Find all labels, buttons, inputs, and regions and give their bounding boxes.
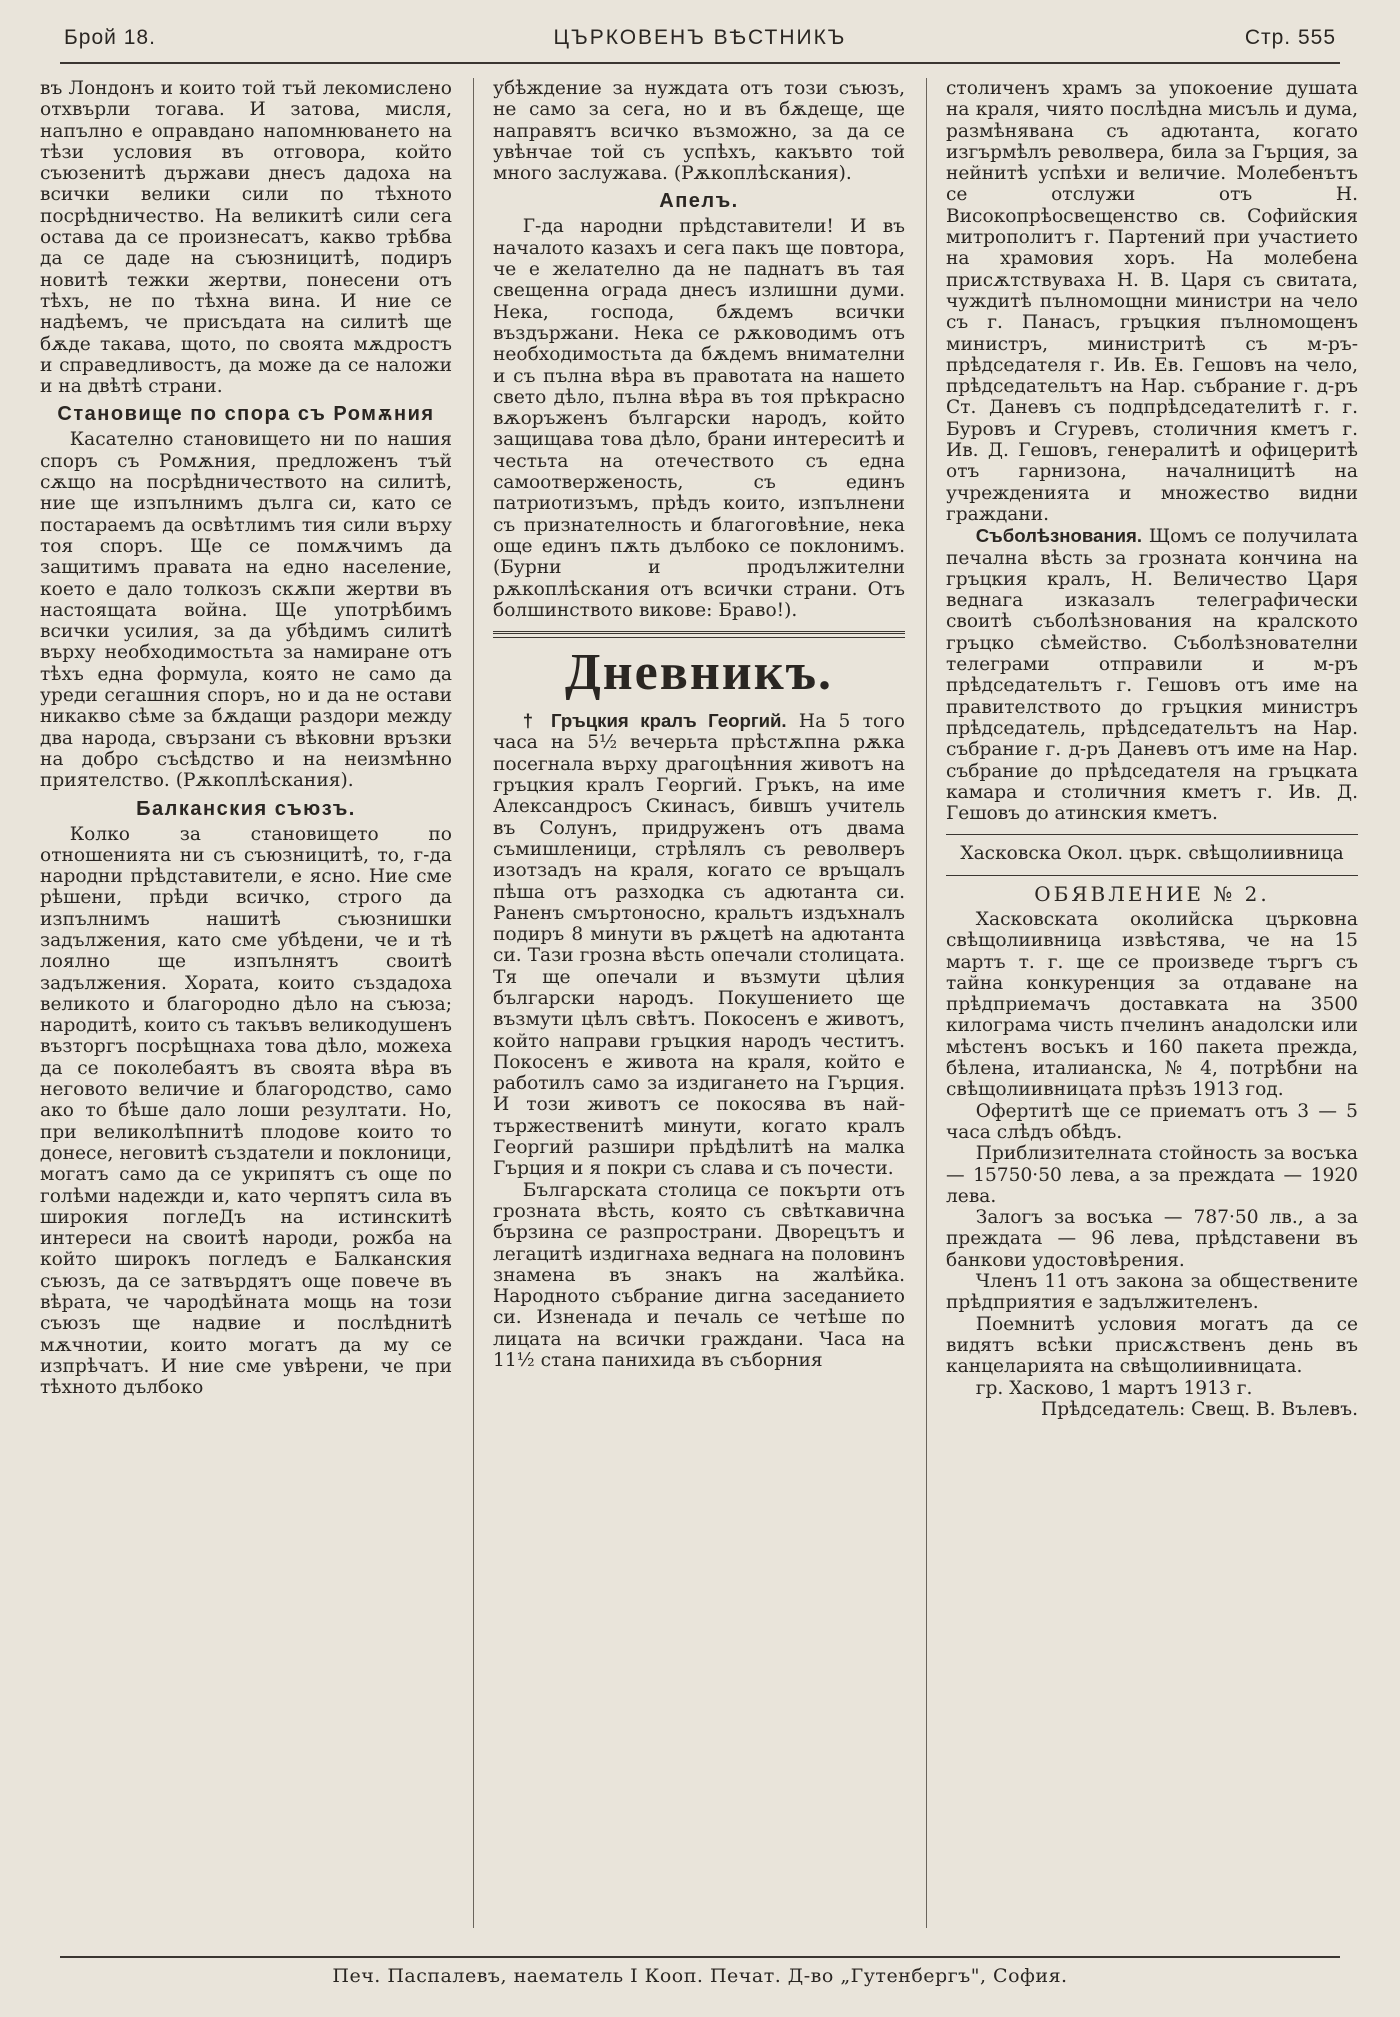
paragraph: Касателно становището ни по нашия споръ съ Ромѫния, предложенъ тъй сѫщо на посрѣдничеството на силитѣ, ние ще изпълнимъ дълга си, като се постараемъ да освѣтлимъ тия сили върху тоя споръ. Ще се помѫчимъ да защитимъ правата на едно население, което е дало толкозъ скѫпи жертви въ настоящата война. Ще употрѣбимъ всички усилия, за да убѣдимъ силитѣ върху необходимостьта за намиране отъ тѣхъ една формула, която не само да уреди сегашния споръ, но и да не остави никакво сѣме за бѫдащи раздори между два народа, свързани съ вѣковни връзки на добро съсѣдство и на неизмѣнно приятелство. (Рѫкоплѣскания). (40, 429, 452, 792)
paragraph-king-george (493, 710, 905, 1180)
ad-paragraph: Членъ 11 отъ закона за обществените прѣдприятия е задължителенъ. (946, 1271, 1358, 1314)
paragraph: Българската столица се покърти отъ грозната вѣсть, която съ свѣткавична бързина се разпространи. Дворецътъ и легацитѣ издигнаха веднага на половинъ знамена въ знакъ на жалѣйка. Народното събрание дигна заседанието си. Изненада и печаль се четѣше по лицата на всички граждани. Часа на 11½ стана панихида въ съборния (493, 1179, 905, 1372)
column-3 (946, 78, 1358, 1928)
section-heading-balkan-union: Балканския съюзъ. (136, 797, 356, 820)
printer-imprint: Печ. Паспалевъ, наематель I Кооп. Печат. Д-во „Гутенбергъ", София. (60, 1956, 1340, 1998)
section-heading-appeal: Апелъ. (659, 190, 739, 213)
paragraph: Колко за становището по отношенията ни съ съюзницитѣ, то, г-да народни прѣдставители, е ясно. Ние сме рѣшени, прѣди всичко, строго да изпълнимъ нашитѣ съюзнишки задължения, като сме убѣдени, че и тѣ лоялно ще изпълнятъ своитѣ задължения. Хората, които създадоха великото и благородно дѣло на съюза; народитѣ, които съ такъвъ великодушенъ възторгъ посрѣщнаха това дѣло, можеха да се поколебаятъ въ своята вѣра въ неговото величие и благородство, само ако то бѣше дало лоши резултати. Но, при великолѣпнитѣ плодове които то донесе, неговитѣ създатели и поклоници, могатъ само да се укрипятъ съ още по голѣми надежди и, като черпятъ сила въ широкия поглеДъ на истинскитѣ интереси на своитѣ народи, рожба на който широкъ погледъ е Балканския съюзъ, да се затвърдятъ още повече въ вѣрата, че чародѣйната мощь на този съюзъ ще надвие и послѣднитѣ мѫчнотии, които могатъ да му се изпрѣчатъ. И ние сме увѣрени, че при тѣхното дълбоко (40, 823, 452, 1399)
paragraph: въ Лондонъ и които той тъй лекомислено отхвърли тогава. И затова, мисля, напълно е оправдано напомнюването на тѣзи условия въ отговора, който съюзенитѣ държави днесъ дадоха на всички велики сили по тѣхното посрѣдничество. На великитѣ сили сега остава да се произнесатъ, какво трѣбва да се даде на съюзницитѣ, подиръ новитѣ тежки жертви, понесени отъ тѣхъ, не по тѣхна вина. И ние се надѣемъ, че присъдата на силитѣ ще бѫде такава, щото, по своята мѫдростъ и справедливостъ, да може да се наложи и на двѣтѣ страни. (40, 78, 452, 398)
page-header (60, 22, 1340, 64)
thin-rule (946, 834, 1358, 835)
condolences-text: Щомъ се получилата печална вѣсть за грозната кончина на гръцкия кралъ, Н. Величество Царя веднага изказалъ телеграфически своитѣ съболѣзнования на кралското гръцко сѣмейство. Съболѣзнователни телеграми отправили и м-ръ прѣдседательтъ г. Гешовъ отъ име на правителството до гръцкия министръ прѣдседатель, прѣдседательтъ на Нар. събрание г. д-ръ Даневъ отъ име на Нар. събрание до прѣдседателя на гръцката камара и столичния кметъ г. Ив. Д. Гешовъ до атинския кметъ. (946, 526, 1358, 825)
column-2 (493, 78, 905, 1928)
condolences-lead: Съболѣзнования. (975, 525, 1143, 547)
page-number: Стр. 555 (1244, 26, 1336, 49)
paragraph: столиченъ храмъ за упокоение душата на краля, чиято послѣдна мисъль и дума, размѣнявана съ адютанта, когато изгърмѣлъ револвера, била за Гърция, за нейнитѣ успѣхи и величие. Молебенътъ се отслужи отъ Н. Високопрѣосвещенство св. Софийския митрополитъ г. Партений при участието на храмовия хоръ. На молебена присѫтствуваха Н. В. Царя съ свитата, чуждитѣ пълномощни министри на чело съ г. Панасъ, гръцкия пълномощенъ министръ, министритѣ съ м-ръ-прѣдседателя г. Ив. Ев. Гешовъ на чело, прѣдседательтъ на Нар. събрание г. д-ръ Ст. Даневъ съ подпрѣдседателитѣ г. г. Буровъ и Сгуревъ, столичния кметъ г. Ив. Д. Гешовъ, генералитѣ и офицеритѣ отъ гарнизона, началницитѣ на учрежденията и множество видни граждани. (946, 78, 1358, 525)
ad-paragraph: Хасковската околийска църковна свѣщолиивница извѣстява, че на 15 мартъ т. г. ще се произведе търгъ съ тайна конкуренция за отдаване на прѣдприемачъ доставката на 3500 килограма чисть пчелинъ анадолски или мѣстенъ восъкъ и 160 пакета прежда, бѣлена, италианска, № 4, потрѣбни на свѣщолиивницата прѣзъ 1913 год. (946, 908, 1358, 1101)
diary-masthead: Дневникъ. (564, 644, 834, 702)
section-heading-romania: Становище по спора съ Ромѫния (57, 403, 435, 426)
newspaper-title: ЦЪРКОВЕНЪ ВѢСТНИКЪ (553, 26, 847, 49)
king-george-lead: † Гръцкия кралъ Георгий. (522, 710, 787, 732)
column-rule (473, 78, 474, 1928)
ad-signature: Прѣдседатель: Свещ. В. Вълевъ. (1041, 1398, 1358, 1420)
double-rule (493, 631, 905, 638)
ad-place-date: гр. Хасково, 1 мартъ 1913 г. (975, 1377, 1253, 1399)
ad-paragraph: Поемнитѣ условия могатъ да се видятъ всѣки присѫственъ день въ канцеларията на свѣщолиивницата. (946, 1313, 1358, 1378)
issue-number: Брой 18. (64, 26, 156, 49)
paragraph-condolences (946, 525, 1358, 824)
column-rule (926, 78, 927, 1928)
thin-rule (946, 875, 1358, 876)
ad-title: ОБЯВЛЕНИЕ № 2. (1034, 881, 1270, 906)
paragraph: Г-да народни прѣдставители! И въ началото казахъ и сега пакъ ще повтора, че е желателно да не паднатъ въ тая свещенна ограда днесъ излишни думи. Нека, господа, бѫдемъ всички въздържани. Нека се рѫководимъ отъ необходимостьта да бѫдемъ внимателни и съ пълна вѣра въ правотата на нашето свето дѣло, пълна вѣра въ тоя прѣкрасно вѫоръженъ български народъ, който защищава това дѣло, брани интереситѣ и честьта на отечеството съ една самоотверженость, съ единъ патриотизъмъ, прѣдъ които, изпълнени съ признателность и благоговѣние, нека още единъ пѫть дълбоко се поклонимъ. (Бурни и продължителни рѫкоплѣскания отъ всички страни. Отъ болшинството викове: Браво!). (493, 216, 905, 621)
paragraph: убѣждение за нуждата отъ този съюзъ, не само за сега, но и въ бѫдеще, ще направятъ всичко възможно, за да се увѣнчае той съ успѣхъ, какъвто той много заслужава. (Рѫкоплѣскания). (493, 78, 905, 185)
king-george-text: На 5 того часа на 5½ вечерьта прѣстѫпна рѫка посегнала върху драгоцѣнния животъ на гръцкия кралъ Георгий. Гръкъ, на име Александросъ Скинасъ, бившъ учитель въ Солунъ, придруженъ отъ двама съмишленици, стрѣлялъ съ револверъ изотзадъ на краля, когато се връщалъ пѣша отъ разходка съ адютанта си. Раненъ смъртоносно, кральтъ издъхналъ подиръ 8 минути въ рѫцетѣ на адютанта си. Тази грозна вѣсть опечали столицата. Тя ще опечали и възмути цѣлия български народъ. Покушението ще възмути цѣлъ свѣтъ. Покосенъ е животъ, който направи гръцкия народъ честитъ. Покосенъ е живота на краля, който е работилъ само за издигането на Гърция. И този животъ се покосява въ най-тържественитѣ минути, когато кралъ Георгий разшири прѣдѣлитѣ на малка Гърция и я покри съ слава и съ почести. (493, 711, 905, 1180)
column-1 (40, 78, 452, 1928)
ad-paragraph: Приблизителната стойность за восъка — 15750·50 лева, а за преждата — 1920 лева. (946, 1143, 1358, 1207)
ad-paragraph: Офертитѣ ще се приематъ отъ 3 — 5 часа слѣдъ обѣдъ. (946, 1100, 1358, 1143)
ad-paragraph: Залогъ за восъка — 787·50 лв., а за преждата — 96 лева, прѣдставени въ банкови удостовѣрения. (946, 1207, 1358, 1271)
ad-header: Хасковска Окол. църк. свѣщолиивница (960, 843, 1344, 865)
